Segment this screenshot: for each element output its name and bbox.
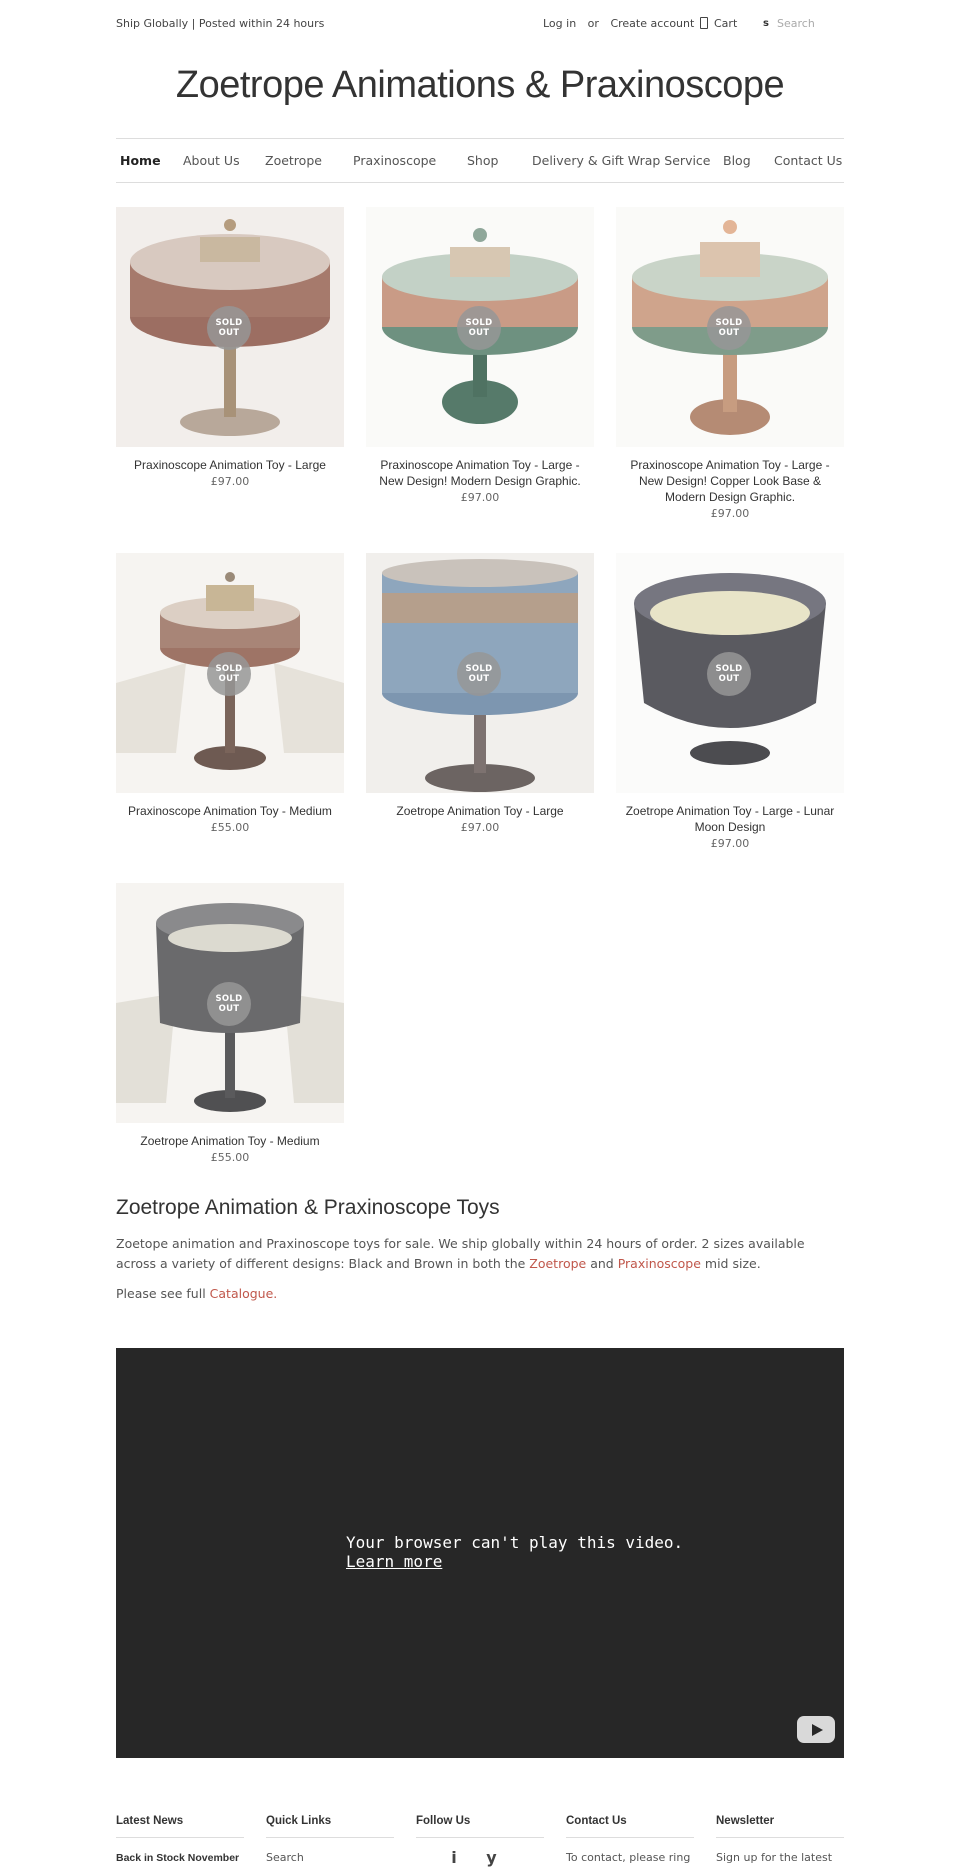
product-name[interactable]: Praxinoscope Animation Toy - Large xyxy=(134,458,326,472)
news-item-link[interactable]: Back in Stock November xyxy=(116,1852,240,1864)
newsletter-text: Sign up for the latest xyxy=(716,1851,833,1864)
footer-heading: Latest News xyxy=(116,1815,244,1838)
footer-quick-links xyxy=(266,1815,394,1866)
catalogue-prefix: Please see full xyxy=(116,1286,210,1301)
nav-item-about-us[interactable]: About Us xyxy=(183,153,240,168)
product-image[interactable] xyxy=(116,553,344,793)
sold-out-badge: SOLD OUT xyxy=(707,306,751,350)
product-card[interactable] xyxy=(366,553,594,834)
nav-item-shop[interactable]: Shop xyxy=(467,153,499,168)
footer-latest-news xyxy=(116,1815,244,1866)
catalogue-line xyxy=(116,1286,844,1301)
product-image[interactable] xyxy=(366,207,594,447)
search-box xyxy=(763,14,844,34)
product-card[interactable] xyxy=(116,207,344,488)
sold-out-badge: SOLD OUT xyxy=(707,652,751,696)
product-card[interactable] xyxy=(366,207,594,504)
collection-title: Zoetrope Animation & Praxinoscope Toys xyxy=(116,1196,500,1219)
product-price: £55.00 xyxy=(210,821,250,834)
product-price: £97.00 xyxy=(710,837,750,850)
contact-text: To contact, please ring xyxy=(566,1851,691,1864)
video-error-text: Your browser can't play this video. xyxy=(346,1533,684,1552)
zoetrope-link[interactable]: Zoetrope xyxy=(529,1256,587,1271)
nav-item-zoetrope[interactable]: Zoetrope xyxy=(265,153,322,168)
product-image[interactable] xyxy=(366,553,594,793)
video-error-message xyxy=(346,1533,683,1571)
main-nav xyxy=(116,138,844,183)
product-name[interactable]: Zoetrope Animation Toy - Large xyxy=(396,804,564,818)
product-image[interactable] xyxy=(616,207,844,447)
product-image[interactable] xyxy=(616,553,844,793)
product-price: £55.00 xyxy=(210,1151,250,1164)
footer-heading: Newsletter xyxy=(716,1815,844,1838)
learn-more-link[interactable]: Learn more xyxy=(346,1552,443,1571)
video-embed[interactable] xyxy=(116,1348,844,1758)
site-title[interactable]: Zoetrope Animations & Praxinoscope xyxy=(175,64,785,106)
nav-item-contact-us[interactable]: Contact Us xyxy=(774,153,843,168)
praxinoscope-link[interactable]: Praxinoscope xyxy=(617,1256,701,1271)
youtube-play-icon[interactable] xyxy=(797,1716,835,1743)
product-image[interactable] xyxy=(116,207,344,447)
product-image[interactable] xyxy=(116,883,344,1123)
nav-item-home[interactable]: Home xyxy=(120,153,161,168)
social-icons[interactable]: i y xyxy=(451,1848,509,1867)
product-price: £97.00 xyxy=(460,821,500,834)
collection-description xyxy=(116,1234,844,1274)
product-card[interactable] xyxy=(116,883,344,1164)
create-account-link[interactable]: Create account xyxy=(610,17,695,30)
catalogue-link[interactable]: Catalogue. xyxy=(209,1286,278,1301)
search-icon[interactable]: s xyxy=(763,18,769,29)
footer-heading: Quick Links xyxy=(266,1815,394,1838)
product-card[interactable] xyxy=(116,553,344,834)
search-input[interactable] xyxy=(777,14,844,32)
product-price: £97.00 xyxy=(710,507,750,520)
footer-heading: Follow Us xyxy=(416,1815,544,1838)
cart-link[interactable] xyxy=(700,17,737,30)
product-name[interactable]: Zoetrope Animation Toy - Medium xyxy=(140,1134,320,1148)
footer-newsletter xyxy=(716,1815,844,1866)
product-price: £97.00 xyxy=(460,491,500,504)
product-name[interactable]: Praxinoscope Animation Toy - Large - New Design! Modern Design Graphic. xyxy=(379,458,581,488)
footer-heading: Contact Us xyxy=(566,1815,694,1838)
sold-out-badge: SOLD OUT xyxy=(207,652,251,696)
nav-item-delivery[interactable]: Delivery & Gift Wrap Service xyxy=(532,153,711,168)
description-text: mid size. xyxy=(700,1256,761,1271)
sold-out-badge: SOLD OUT xyxy=(207,306,251,350)
product-price: £97.00 xyxy=(210,475,250,488)
footer-contact-us xyxy=(566,1815,694,1866)
nav-item-blog[interactable]: Blog xyxy=(723,153,751,168)
login-link[interactable]: Log in xyxy=(543,17,577,30)
product-name[interactable]: Praxinoscope Animation Toy - Large - New Design! Copper Look Base & Modern Design Graphic. xyxy=(630,458,830,504)
footer xyxy=(116,1815,844,1875)
cart-label: Cart xyxy=(714,17,738,30)
sold-out-badge: SOLD OUT xyxy=(457,306,501,350)
description-text: and xyxy=(586,1256,618,1271)
or-text: or xyxy=(587,17,599,30)
description-text: Zoetope animation and Praxinoscope toys for sale. We ship globally within 24 hours of order. 2 sizes available across a variety of different designs: Black and Brown in both the xyxy=(116,1236,805,1271)
sold-out-badge: SOLD OUT xyxy=(207,982,251,1026)
shipping-notice: Ship Globally | Posted within 24 hours xyxy=(116,17,325,30)
product-name[interactable]: Praxinoscope Animation Toy - Medium xyxy=(128,804,332,818)
cart-icon xyxy=(700,17,708,29)
footer-follow-us xyxy=(416,1815,544,1867)
nav-item-praxinoscope[interactable]: Praxinoscope xyxy=(353,153,437,168)
product-card[interactable] xyxy=(616,553,844,850)
sold-out-badge: SOLD OUT xyxy=(457,652,501,696)
product-name[interactable]: Zoetrope Animation Toy - Large - Lunar Moon Design xyxy=(625,804,835,834)
account-links xyxy=(543,17,702,30)
product-card[interactable] xyxy=(616,207,844,520)
quick-link-search[interactable]: Search xyxy=(266,1851,304,1864)
top-bar xyxy=(116,14,844,34)
